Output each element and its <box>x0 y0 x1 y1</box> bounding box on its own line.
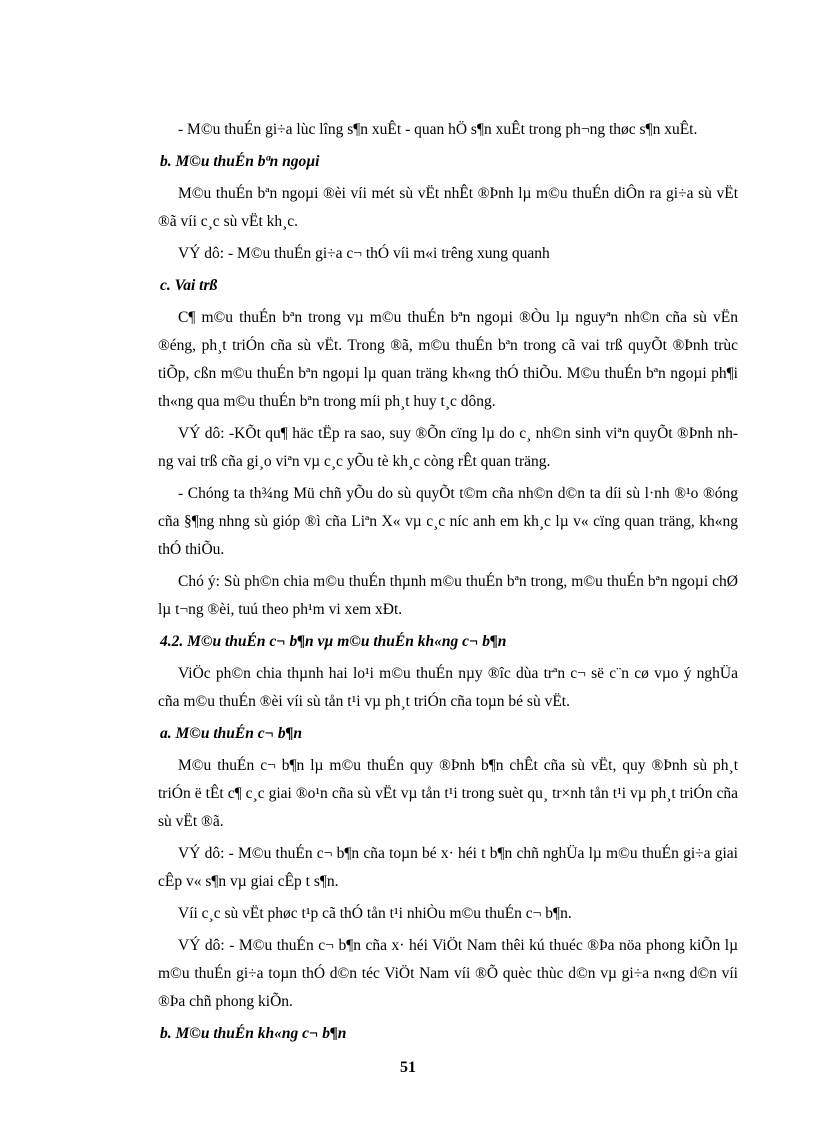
paragraph: M©u thuÉn c¬ b¶n lµ m©u thuÉn quy ®Þnh b¶n chÊt cña sù vËt, quy ®Þnh sù ph¸t triÓn ë tÊt c¶ c¸c giai ®o¹n cña sù vËt vµ tån t¹i trong suèt qu¸ tr×nh tån t¹i vµ ph¸t triÓn cña sù vËt ®ã. <box>158 757 738 830</box>
section-heading: a. M©u thuÉn c¬ b¶n <box>160 725 303 742</box>
paragraph: - Chóng ta th¾ng Mü chñ yÕu do sù quyÕt t©m cña nh©n d©n ta díi sù l·nh ®¹o ®óng cña §¶ng nhng sù gióp ®ì cña Liªn X« vµ c¸c níc anh em kh¸c lµ v« cïng quan träng, kh«ng thÓ thiÕu. <box>158 485 738 558</box>
paragraph: M©u thuÉn bªn ngoµi ®èi víi mét sù vËt nhÊt ®Þnh lµ m©u thuÉn diÔn ra gi÷a sù vËt ®ã víi c¸c sù vËt kh¸c. <box>158 185 738 230</box>
page-number: 51 <box>400 1059 416 1076</box>
paragraph: Chó ý: Sù ph©n chia m©u thuÉn thµnh m©u thuÉn bªn trong, m©u thuÉn bªn ngoµi chØ lµ t¬ng ®èi, tuú theo ph¹m vi xem xÐt. <box>158 573 738 618</box>
paragraph: ViÖc ph©n chia thµnh hai lo¹i m©u thuÉn nµy ®îc dùa trªn c¬ së c¨n cø vµo ý nghÜa cña m©u thuÉn ®èi víi sù tån t¹i vµ ph¸t triÓn cña toµn bé sù vËt. <box>158 665 738 710</box>
section-heading: c. Vai trß <box>160 277 218 294</box>
paragraph: C¶ m©u thuÉn bªn trong vµ m©u thuÉn bªn ngoµi ®Òu lµ nguyªn nh©n cña sù vËn ®éng, ph¸t triÓn cña sù vËt. Trong ®ã, m©u thuÉn bªn trong cã vai trß quyÕt ®Þnh trùc tiÕp, cßn m©u thuÉn bªn ngoµi lµ quan träng kh«ng thÓ thiÕu. M©u thuÉn bªn ngoµi ph¶i th«ng qua m©u thuÉn bªn trong míi ph¸t huy t¸c dông. <box>158 309 738 410</box>
paragraph: VÝ dô: - M©u thuÉn c¬ b¶n cña x· héi ViÖt Nam thêi kú thuéc ®Þa nöa phong kiÕn lµ m©u thuÉn gi÷a toµn thÓ d©n téc ViÖt Nam víi ®Õ quèc thùc d©n vµ gi÷a n«ng d©n víi ®Þa chñ phong kiÕn. <box>158 937 738 1010</box>
paragraph: VÝ dô: - M©u thuÉn c¬ b¶n cña toµn bé x· héi t b¶n chñ nghÜa lµ m©u thuÉn gi÷a giai cÊp v« s¶n vµ giai cÊp t s¶n. <box>158 845 738 890</box>
paragraph: - M©u thuÉn gi÷a lùc lîng s¶n xuÊt - quan hÖ s¶n xuÊt trong ph¬ng thøc s¶n xuÊt. <box>178 121 698 138</box>
section-heading: b. M©u thuÉn kh«ng c¬ b¶n <box>160 1025 347 1042</box>
page-content <box>158 116 738 1052</box>
paragraph: VÝ dô: - M©u thuÉn gi÷a c¬ thÓ víi m«i trêng xung quanh <box>178 245 550 262</box>
section-heading: 4.2. M©u thuÉn c¬ b¶n vµ m©u thuÉn kh«ng c¬ b¶n <box>160 633 507 650</box>
paragraph: VÝ dô: -KÕt qu¶ häc tËp ra sao, suy ®Õn cïng lµ do c¸ nh©n sinh viªn quyÕt ®Þnh nhng vai trß cña gi¸o viªn vµ c¸c yÕu tè kh¸c còng rÊt quan träng. <box>158 425 738 470</box>
section-heading: b. M©u thuÉn bªn ngoµi <box>160 153 320 170</box>
paragraph: Víi c¸c sù vËt phøc t¹p cã thÓ tån t¹i nhiÒu m©u thuÉn c¬ b¶n. <box>178 905 572 922</box>
